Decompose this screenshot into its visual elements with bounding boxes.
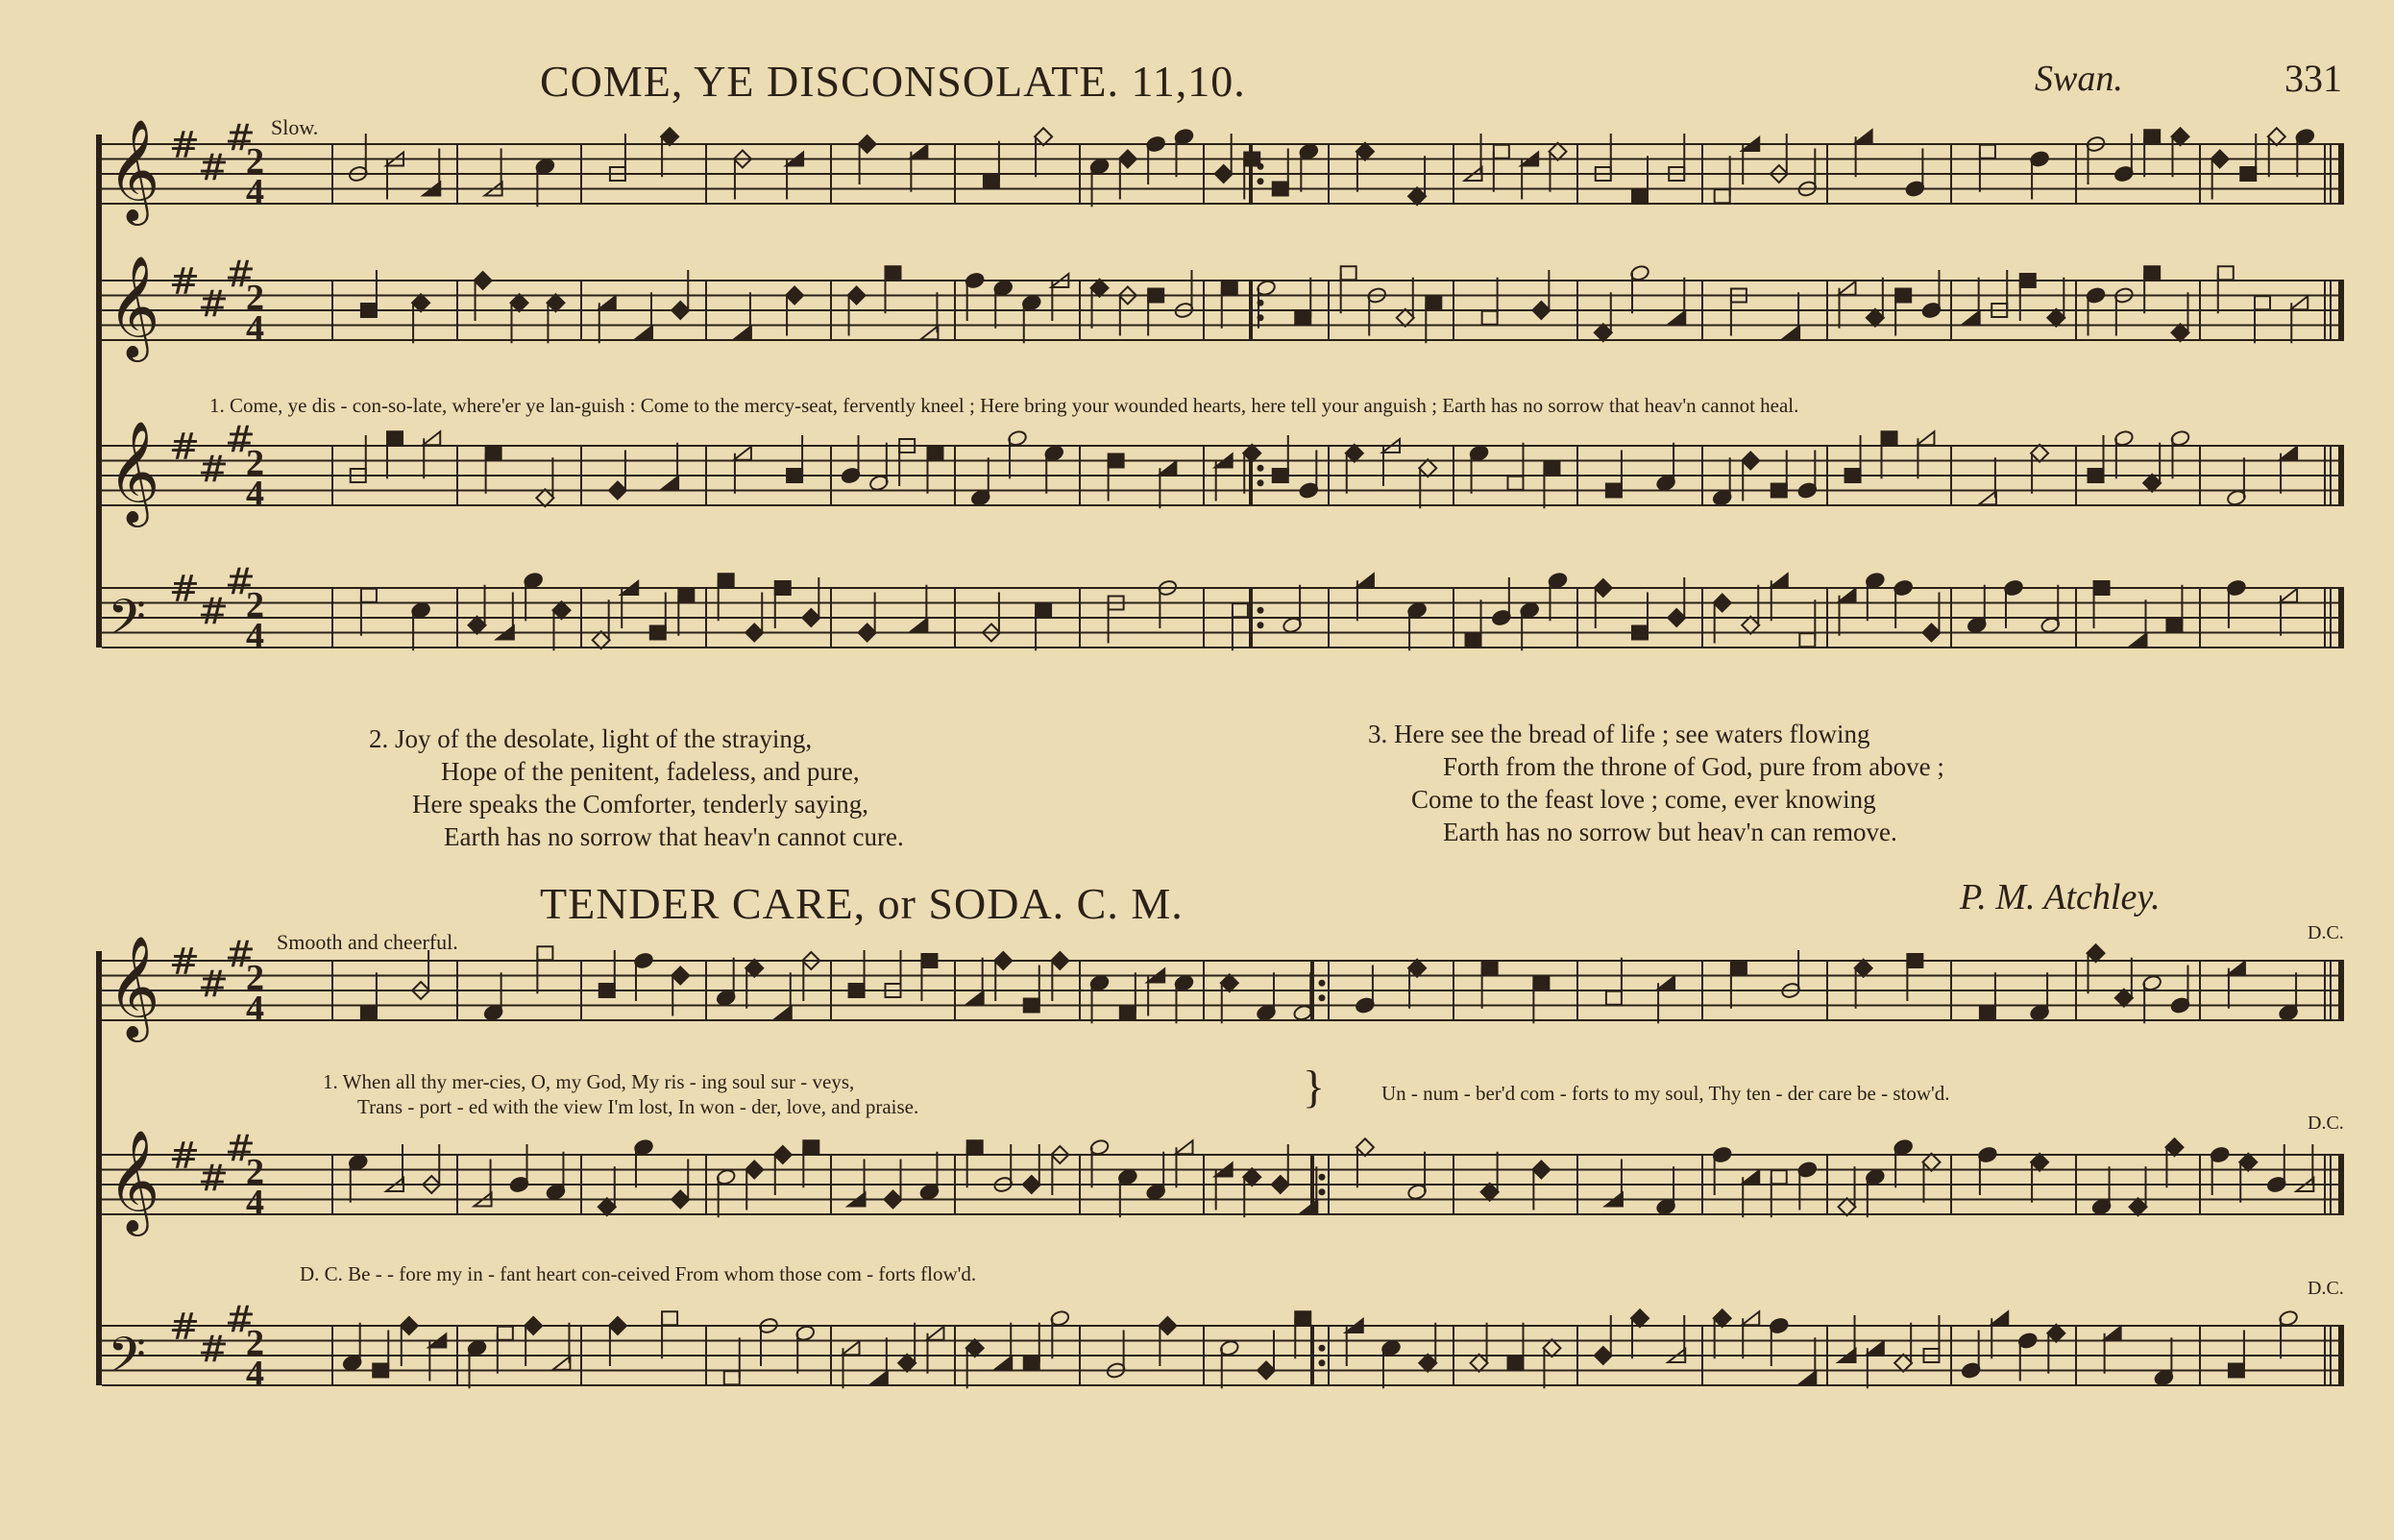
note-head-icon xyxy=(984,175,999,188)
sharp-icon: # xyxy=(169,1306,200,1348)
note-head-icon xyxy=(2094,581,2110,595)
hymn1-title: COME, YE DISCONSOLATE. 11,10. xyxy=(540,57,1246,106)
note-head-icon xyxy=(361,589,377,602)
note-head-icon xyxy=(1922,624,1940,642)
note-head-icon xyxy=(2130,633,2147,647)
treble-clef-icon: 𝄞 xyxy=(108,935,160,1038)
note-head-icon xyxy=(1917,431,1934,445)
note-head-icon xyxy=(1839,281,1856,295)
hymn1-verse-3 xyxy=(1368,718,1944,848)
note-head-icon xyxy=(2047,309,2064,327)
note-head-icon xyxy=(537,946,552,960)
sharp-icon: # xyxy=(198,146,229,189)
note-head-icon xyxy=(1799,633,1815,647)
meter-top: 2 xyxy=(246,1152,264,1192)
note-head-icon xyxy=(843,1341,860,1355)
note-head-icon xyxy=(1922,1154,1940,1171)
note-head-icon xyxy=(1273,183,1288,196)
note-head-icon xyxy=(1632,189,1648,203)
note-head-icon xyxy=(1771,484,1787,498)
bass-clef-icon: 𝄢 xyxy=(108,1326,146,1396)
meter-bottom: 4 xyxy=(246,616,264,656)
note-head-icon xyxy=(774,1146,792,1163)
note-head-icon xyxy=(745,960,763,977)
verse3-line-4: Earth has no sorrow but heav'n can remove. xyxy=(1443,818,1897,846)
note-head-icon xyxy=(1481,1184,1499,1201)
sharp-icon: # xyxy=(225,933,256,976)
note-head-icon xyxy=(1839,1198,1856,1215)
note-head-icon xyxy=(2280,447,2297,460)
note-head-icon xyxy=(2268,128,2285,145)
hymn2-tempo: Smooth and cheerful. xyxy=(277,930,458,954)
note-head-icon xyxy=(920,326,938,339)
note-head-icon xyxy=(469,617,486,634)
sharp-icon: # xyxy=(169,124,200,166)
verse2-line-3: Here speaks the Comforter, tenderly saying, xyxy=(412,790,869,819)
note-head-icon xyxy=(1839,589,1856,602)
note-head-icon xyxy=(1119,151,1136,168)
note-head-icon xyxy=(609,1317,626,1334)
note-head-icon xyxy=(2280,589,2297,602)
note-head-icon xyxy=(1273,469,1288,482)
sharp-icon: # xyxy=(198,1157,229,1200)
note-head-icon xyxy=(662,1311,677,1325)
treble-clef-icon: 𝄞 xyxy=(108,255,160,357)
system-bracket xyxy=(96,951,102,1385)
note-head-icon xyxy=(2228,962,2245,975)
page-number: 331 xyxy=(2284,57,2342,100)
note-head-icon xyxy=(1963,311,1980,325)
note-head-icon xyxy=(1668,311,1685,325)
note-head-icon xyxy=(423,431,440,445)
note-head-icon xyxy=(1782,326,1799,339)
note-head-icon xyxy=(885,1191,902,1209)
note-head-icon xyxy=(1215,165,1233,183)
note-head-icon xyxy=(786,287,803,305)
note-head-icon xyxy=(1855,960,1872,977)
note-head-icon xyxy=(2229,1364,2244,1378)
note-head-icon xyxy=(678,589,694,602)
verse2-line-2: Hope of the penitent, fadeless, and pure, xyxy=(441,757,860,786)
note-head-icon xyxy=(870,1371,888,1384)
note-head-icon xyxy=(1466,633,1481,647)
meter-bottom: 4 xyxy=(246,308,264,349)
meter-bottom: 4 xyxy=(246,172,264,212)
note-head-icon xyxy=(1023,1176,1040,1193)
verse3-line-2: Forth from the throne of God, pure from above ; xyxy=(1443,752,1944,781)
hymn2-lyrics-brace: } xyxy=(1303,1062,1326,1112)
note-head-icon xyxy=(1221,974,1238,991)
note-head-icon xyxy=(910,145,927,159)
sharp-icon: # xyxy=(225,1127,256,1170)
note-head-icon xyxy=(1714,1309,1731,1327)
note-head-icon xyxy=(921,954,937,967)
note-head-icon xyxy=(672,967,689,985)
sharp-icon: # xyxy=(169,941,200,983)
hymn2-lyrics-line-1: 1. When all thy mer-cies, O, my God, My ris - ing soul sur - veys, xyxy=(323,1070,855,1093)
meter-top: 2 xyxy=(246,585,264,625)
note-head-icon xyxy=(1091,280,1109,297)
note-head-icon xyxy=(1606,484,1622,498)
note-head-icon xyxy=(475,272,492,289)
note-head-icon xyxy=(1244,153,1259,166)
sharp-icon: # xyxy=(225,1298,256,1341)
note-head-icon xyxy=(552,1357,570,1370)
note-head-icon xyxy=(1426,296,1441,309)
note-head-icon xyxy=(1595,324,1612,341)
note-head-icon xyxy=(2104,1327,2121,1340)
note-head-icon xyxy=(661,477,678,490)
note-head-icon xyxy=(2115,990,2133,1007)
note-head-icon xyxy=(1175,1140,1192,1154)
note-head-icon xyxy=(1051,952,1068,969)
note-head-icon xyxy=(1024,999,1039,1013)
note-head-icon xyxy=(1233,603,1248,617)
note-head-icon xyxy=(2290,296,2308,309)
hymn2-lyrics-line-2: Trans - port - ed with the view I'm lost, In won - der, love, and praise. xyxy=(357,1095,919,1118)
note-head-icon xyxy=(2171,128,2188,145)
treble-clef-icon: 𝄞 xyxy=(108,420,160,523)
note-head-icon xyxy=(1894,1355,1912,1372)
note-head-icon xyxy=(412,294,429,311)
note-head-icon xyxy=(966,991,984,1005)
meter-top: 2 xyxy=(246,1323,264,1363)
note-head-icon xyxy=(2239,1154,2257,1171)
note-head-icon xyxy=(2165,1138,2183,1156)
verse3-line-3: Come to the feast love ; come, ever knowing xyxy=(1411,785,1876,814)
note-head-icon xyxy=(1731,962,1747,975)
sharp-icon: # xyxy=(198,1328,229,1371)
sharp-icon: # xyxy=(198,282,229,326)
note-head-icon xyxy=(1159,1317,1176,1334)
note-head-icon xyxy=(775,581,791,595)
note-head-icon xyxy=(1397,309,1414,327)
hymn2-composer: P. M. Atchley. xyxy=(1960,877,2161,917)
note-head-icon xyxy=(734,447,751,460)
note-head-icon xyxy=(1243,445,1260,462)
note-head-icon xyxy=(848,287,866,305)
sharp-icon: # xyxy=(169,260,200,303)
note-head-icon xyxy=(787,469,802,482)
note-head-icon xyxy=(1258,1362,1275,1380)
note-head-icon xyxy=(1544,461,1559,475)
note-head-icon xyxy=(1494,145,1509,159)
sharp-icon: # xyxy=(169,1135,200,1177)
note-head-icon xyxy=(994,952,1012,969)
note-head-icon xyxy=(511,294,528,311)
note-head-icon xyxy=(724,1371,740,1384)
note-head-icon xyxy=(1855,130,1872,143)
note-head-icon xyxy=(1419,1355,1436,1372)
treble-clef-icon: 𝄞 xyxy=(108,118,160,221)
note-head-icon xyxy=(2143,475,2161,492)
note-head-icon xyxy=(966,1339,984,1357)
note-head-icon xyxy=(609,482,626,500)
meter-bottom: 4 xyxy=(246,1183,264,1223)
note-head-icon xyxy=(1408,187,1426,205)
note-head-icon xyxy=(536,489,553,506)
note-head-icon xyxy=(1148,289,1163,303)
note-head-icon xyxy=(1024,1357,1039,1370)
note-head-icon xyxy=(1742,617,1759,634)
note-head-icon xyxy=(1991,1311,2008,1325)
note-head-icon xyxy=(1508,477,1524,490)
meter-bottom: 4 xyxy=(246,1354,264,1394)
note-head-icon xyxy=(886,266,901,280)
note-head-icon xyxy=(1979,491,1996,504)
note-head-icon xyxy=(1907,954,1922,967)
hymn2-title: TENDER CARE, or SODA. C. M. xyxy=(540,879,1184,928)
note-head-icon xyxy=(1714,595,1731,612)
note-head-icon xyxy=(2144,130,2160,143)
note-head-icon xyxy=(672,302,689,319)
system-bracket xyxy=(96,134,102,648)
note-head-icon xyxy=(1798,1371,1816,1384)
note-head-icon xyxy=(1356,574,1374,587)
sharp-icon: # xyxy=(198,590,229,633)
note-head-icon xyxy=(1356,143,1374,160)
note-head-icon xyxy=(1543,1339,1560,1357)
note-head-icon xyxy=(1668,609,1685,626)
meter-bottom: 4 xyxy=(246,989,264,1029)
note-head-icon xyxy=(1471,1355,1488,1372)
hymn2-lyrics-dc: D. C. Be - - fore my in - fant heart con-ceived From whom those com - forts flow'd. xyxy=(300,1262,977,1285)
note-head-icon xyxy=(1419,459,1436,477)
note-head-icon xyxy=(1882,431,1897,445)
verse2-line-1: 2. Joy of the desolate, light of the straying, xyxy=(369,724,813,753)
note-head-icon xyxy=(967,1140,983,1154)
note-head-icon xyxy=(598,1198,616,1215)
note-head-icon xyxy=(734,326,751,339)
note-head-icon xyxy=(2166,619,2182,632)
note-head-icon xyxy=(1356,1138,1374,1156)
note-head-icon xyxy=(1243,1168,1260,1186)
note-head-icon xyxy=(1742,452,1759,470)
meter-top: 2 xyxy=(246,278,264,318)
note-head-icon xyxy=(1222,281,1237,295)
note-head-icon xyxy=(599,984,615,997)
note-head-icon xyxy=(401,1317,418,1334)
note-head-icon xyxy=(486,447,501,460)
note-head-icon xyxy=(361,304,377,317)
note-head-icon xyxy=(1742,1170,1759,1184)
note-head-icon xyxy=(1346,445,1363,462)
meter-top: 2 xyxy=(246,141,264,182)
verse2-line-4: Earth has no sorrow that heav'n cannot cure. xyxy=(444,822,904,851)
meter-top: 2 xyxy=(246,958,264,998)
note-head-icon xyxy=(1482,962,1498,975)
hymn1-tempo: Slow. xyxy=(271,115,319,139)
note-head-icon xyxy=(1272,1176,1289,1193)
note-head-icon xyxy=(2047,1325,2064,1342)
note-head-icon xyxy=(1631,1309,1649,1327)
note-head-icon xyxy=(2171,324,2188,341)
treble-clef-icon: 𝄞 xyxy=(108,1129,160,1232)
note-head-icon xyxy=(1606,991,1622,1005)
note-head-icon xyxy=(650,626,666,640)
dc-mark-staff-1: D.C. xyxy=(2308,922,2344,943)
verse3-line-1: 3. Here see the bread of life ; see waters flowing xyxy=(1368,720,1870,748)
dc-mark-staff-2: D.C. xyxy=(2308,1112,2344,1134)
note-head-icon xyxy=(1300,1200,1317,1213)
note-head-icon xyxy=(1036,603,1051,617)
sharp-icon: # xyxy=(225,560,256,603)
note-head-icon xyxy=(719,574,734,587)
note-head-icon xyxy=(1845,469,1861,482)
bass-clef-icon: 𝄢 xyxy=(108,588,146,658)
note-head-icon xyxy=(2031,445,2048,462)
sharp-icon: # xyxy=(198,448,229,491)
sharp-icon: # xyxy=(225,418,256,461)
note-head-icon xyxy=(1159,461,1176,475)
note-head-icon xyxy=(849,984,865,997)
note-head-icon xyxy=(1532,302,1550,319)
meter-bottom: 4 xyxy=(246,474,264,514)
note-head-icon xyxy=(1657,976,1674,990)
note-head-icon xyxy=(927,447,942,460)
note-head-icon xyxy=(525,1317,542,1334)
note-head-icon xyxy=(1532,1161,1550,1179)
note-head-icon xyxy=(387,431,403,445)
note-head-icon xyxy=(2089,469,2104,482)
note-head-icon xyxy=(1295,311,1310,325)
note-head-icon xyxy=(1549,143,1566,160)
note-head-icon xyxy=(745,624,763,642)
sharp-icon: # xyxy=(198,963,229,1006)
note-head-icon xyxy=(361,1006,377,1019)
note-head-icon xyxy=(926,1327,943,1340)
note-head-icon xyxy=(1120,1006,1136,1019)
note-head-icon xyxy=(498,1327,513,1340)
note-head-icon xyxy=(2130,1198,2147,1215)
hymn1-lyrics-line: 1. Come, ye dis - con-so-late, where'er ye lan-guish : Come to the mercy-seat, fervently kneel ; Here bring your wounded hearts, here tell your anguish ; Earth has no sorrow that heav'n cannot heal. xyxy=(209,394,1799,417)
note-head-icon xyxy=(2211,151,2229,168)
dc-mark-staff-3: D.C. xyxy=(2308,1278,2344,1299)
sharp-icon: # xyxy=(169,568,200,610)
note-head-icon xyxy=(802,609,819,626)
note-head-icon xyxy=(598,296,616,309)
hymn2-lyrics-right: Un - num - ber'd com - forts to my soul, Thy ten - der care be - stow'd. xyxy=(1381,1082,1950,1105)
note-head-icon xyxy=(1508,1357,1524,1370)
note-head-icon xyxy=(1867,1341,1884,1355)
sharp-icon: # xyxy=(225,253,256,296)
note-head-icon xyxy=(1595,579,1612,597)
note-head-icon xyxy=(745,1161,763,1179)
note-head-icon xyxy=(2020,274,2036,287)
note-head-icon xyxy=(672,1191,689,1209)
note-head-icon xyxy=(994,1357,1012,1370)
note-head-icon xyxy=(910,619,927,632)
note-head-icon xyxy=(1295,1311,1310,1325)
note-head-icon xyxy=(661,128,678,145)
meter-top: 2 xyxy=(246,443,264,483)
note-head-icon xyxy=(2088,944,2105,962)
note-head-icon xyxy=(1482,311,1498,325)
note-head-icon xyxy=(1867,309,1884,327)
note-head-icon xyxy=(1980,1006,1995,1019)
note-head-icon xyxy=(1341,266,1356,280)
note-head-icon xyxy=(1980,145,1995,159)
note-head-icon xyxy=(1771,574,1788,587)
note-head-icon xyxy=(898,1355,916,1372)
note-head-icon xyxy=(1109,454,1124,468)
note-head-icon xyxy=(2255,296,2270,309)
note-head-icon xyxy=(1408,960,1426,977)
note-head-icon xyxy=(774,1006,792,1019)
note-head-icon xyxy=(803,1140,818,1154)
note-head-icon xyxy=(2031,1154,2048,1171)
note-head-icon xyxy=(1742,1311,1759,1325)
note-head-icon xyxy=(593,631,610,648)
note-head-icon xyxy=(547,294,564,311)
sharp-icon: # xyxy=(169,426,200,468)
page-right-header: Swan. xyxy=(2035,59,2123,99)
note-head-icon xyxy=(1632,626,1648,640)
note-head-icon xyxy=(635,326,652,339)
note-head-icon xyxy=(859,624,876,642)
note-head-icon xyxy=(1895,289,1911,303)
sharp-icon: # xyxy=(225,116,256,159)
note-head-icon xyxy=(1771,1170,1787,1184)
note-head-icon xyxy=(2144,266,2160,280)
note-head-icon xyxy=(1533,976,1549,990)
note-head-icon xyxy=(2240,167,2256,181)
note-head-icon xyxy=(552,601,570,619)
note-head-icon xyxy=(859,135,876,153)
note-head-icon xyxy=(2218,266,2234,280)
note-head-icon xyxy=(373,1364,388,1378)
note-head-icon xyxy=(1035,128,1052,145)
note-head-icon xyxy=(1715,189,1730,203)
note-head-icon xyxy=(1595,1347,1612,1364)
hymn1-verse-2 xyxy=(369,722,904,853)
